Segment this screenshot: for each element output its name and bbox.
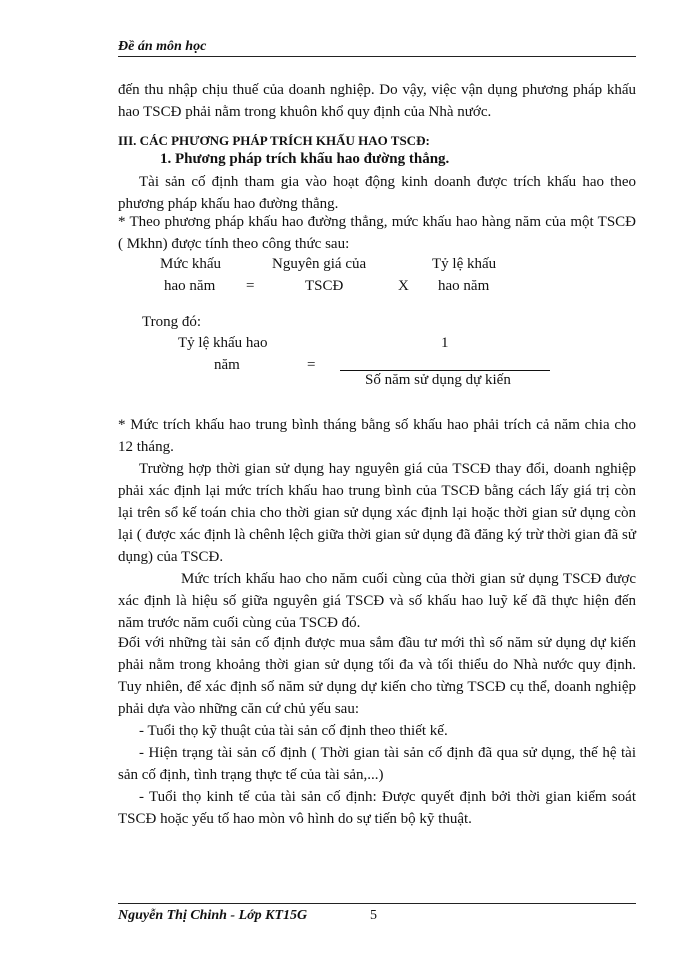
formula-rate-equals: = [307, 357, 316, 373]
formula-term-2-line-2: TSCĐ [305, 278, 344, 294]
paragraph-monthly: * Mức trích khấu hao trung bình tháng bằng số khấu hao phải trích cả năm chia cho 12 tháng. [118, 417, 636, 455]
subsection-heading-1: 1. Phương pháp trích khấu hao đường thẳng. [160, 151, 450, 167]
formula-denominator: Số năm sử dụng dự kiến [365, 372, 511, 388]
paragraph-tax: đến thu nhập chịu thuế của doanh nghiệp. Do vậy, việc vận dụng phương pháp khấu hao TSCĐ phải nằm trong khuôn khổ quy định của Nhà nước. [118, 82, 636, 120]
paragraph-new-assets: Đối với những tài sản cố định được mua sắm đầu tư mới thì số năm sử dụng dự kiến phải nằm trong khoảng thời gian sử dụng tối đa và tối thiểu do Nhà nước quy định. Tuy nhiên, để xác định số năm sử dụng dự kiến cho từng TSCĐ cụ thể, doanh nghiệp phải dựa vào những căn cứ chủ yếu sau: [118, 635, 636, 717]
page-header-title: Đề án môn học [118, 39, 207, 54]
formula-term-3-line-2: hao năm [438, 278, 490, 294]
bullet-economic-life: - Tuổi thọ kinh tế của tài sản cố định: Được quyết định bởi thời gian kiểm soát TSCĐ hoặc yếu tố hao mòn vô hình do sự tiến bộ kỹ thuật. [118, 789, 636, 827]
formula-term-1-line-1: Mức khấu [160, 256, 222, 272]
formula-term-3-line-1: Tỷ lệ khấu [432, 256, 497, 272]
bullet-current-state: - Hiện trạng tài sản cố định ( Thời gian tài sản cố định đã qua sử dụng, thế hệ tài sản cố định, tình trạng thực tế của tài sản,...) [118, 745, 636, 783]
section-heading-iii: III. CÁC PHƯƠNG PHÁP TRÍCH KHẤU HAO TSCĐ: [118, 133, 430, 148]
formula-term-1-line-2: hao năm [164, 278, 216, 294]
formula-rate-line-1: Tỷ lệ khấu hao [178, 335, 268, 351]
formula-equals: = [246, 278, 255, 294]
paragraph-intro: Tài sản cố định tham gia vào hoạt động kinh doanh được trích khấu hao theo phương pháp khấu hao đường thẳng. [118, 174, 636, 212]
formula-numerator: 1 [441, 335, 449, 351]
header-divider [118, 56, 636, 57]
fraction-bar [340, 370, 550, 371]
formula-where-label: Trong đó: [142, 314, 202, 330]
formula-rate-line-2: năm [214, 357, 240, 373]
paragraph-final-year: Mức trích khấu hao cho năm cuối cùng của thời gian sử dụng TSCĐ được xác định là hiệu số giữa nguyên giá TSCĐ và số khấu hao luỹ kế đã thực hiện đến năm trước năm cuối cùng của TSCĐ đó. [118, 571, 636, 631]
formula-term-2-line-1: Nguyên giá của [272, 256, 367, 272]
footer-author: Nguyễn Thị Chinh - Lớp KT15G [118, 908, 308, 923]
paragraph-change: Trường hợp thời gian sử dụng hay nguyên giá của TSCĐ thay đổi, doanh nghiệp phải xác định lại mức trích khấu hao trung bình của TSCĐ bằng cách lấy giá trị còn lại trên sổ kế toán chia cho thời gian sử dụng xác định lại hoặc thời gian sử dụng còn lại ( được xác định là chênh lệch giữa thời gian sử dụng đã đăng ký trừ thời gian đã sử dụng) của TSCĐ. [118, 461, 636, 565]
footer-divider [118, 903, 636, 904]
paragraph-formula-intro: * Theo phương pháp khấu hao đường thẳng, mức khấu hao hàng năm của một TSCĐ ( Mkhn) được tính theo công thức sau: [118, 214, 636, 252]
page-number: 5 [370, 908, 377, 923]
formula-multiply: X [398, 278, 409, 294]
bullet-technical-life: - Tuổi thọ kỹ thuật của tài sản cố định theo thiết kế. [139, 723, 448, 739]
